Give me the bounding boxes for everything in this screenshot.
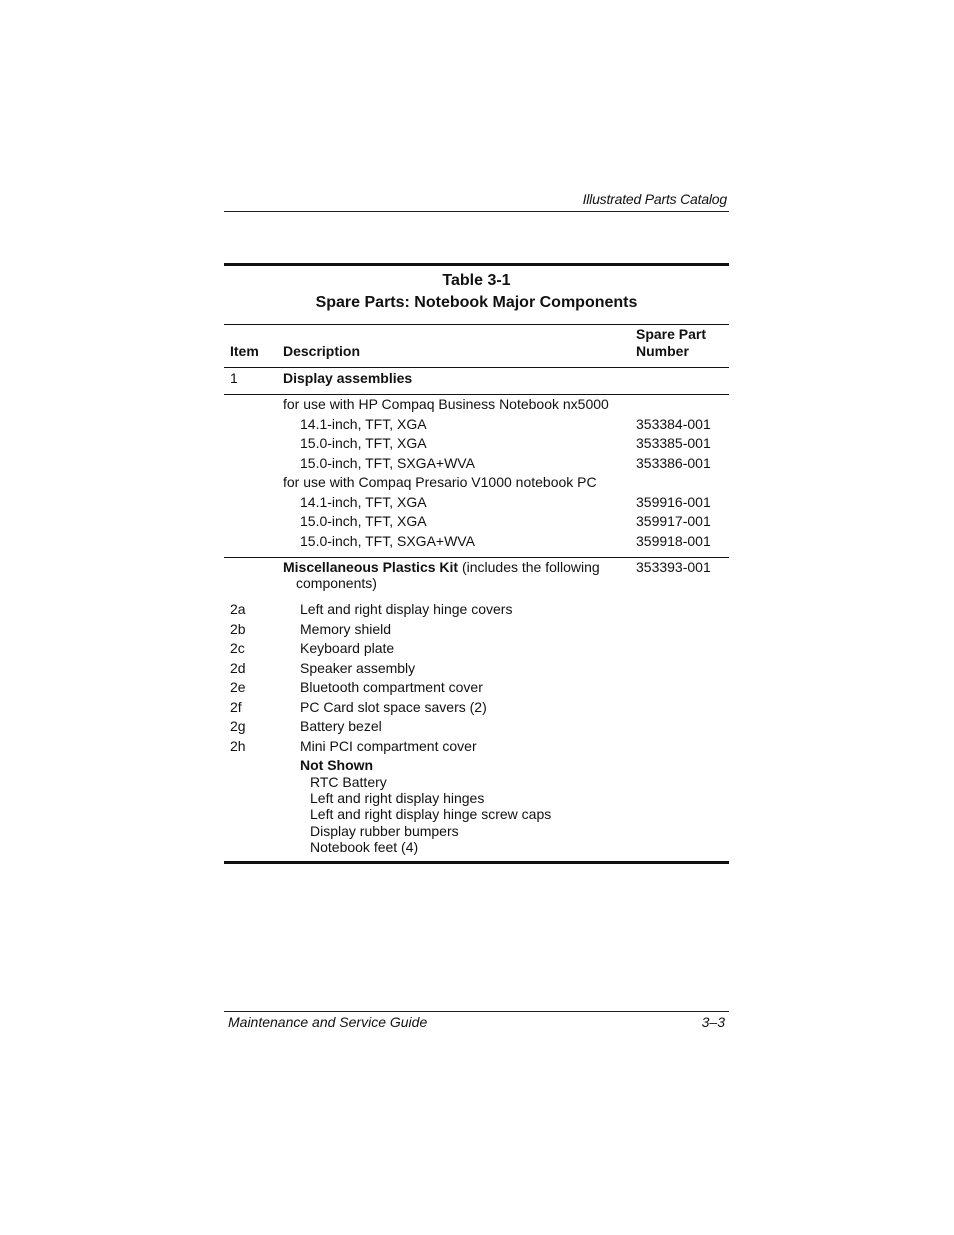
list-item: Speaker assembly xyxy=(300,660,416,676)
spare-part-number: 359918-001 xyxy=(636,533,711,549)
section1-item: 1 xyxy=(230,370,238,386)
list-item: Keyboard plate xyxy=(300,640,395,656)
spare-part-number: 353384-001 xyxy=(636,416,711,432)
table-number: Table 3-1 xyxy=(442,272,511,289)
kit-name: Miscellaneous Plastics Kit xyxy=(283,559,459,575)
item-number: 2h xyxy=(230,738,246,754)
kit-note: (includes the following xyxy=(458,559,600,575)
list-item: 14.1-inch, TFT, XGA xyxy=(300,416,427,432)
item-number: 2d xyxy=(230,660,246,676)
page-number: 3–3 xyxy=(701,1014,725,1030)
list-item: 15.0-inch, TFT, XGA xyxy=(300,513,427,529)
table-top-rule xyxy=(224,263,729,266)
header-row-rule xyxy=(224,367,729,368)
col-header-number: Number xyxy=(636,343,689,359)
list-item: Left and right display hinge covers xyxy=(300,601,513,617)
not-shown-item: RTC Battery xyxy=(310,774,387,790)
spare-part-number: 359916-001 xyxy=(636,494,711,510)
kit-description xyxy=(283,559,600,575)
footer-rule xyxy=(224,1011,729,1012)
col-header-item: Item xyxy=(230,343,259,359)
list-item: PC Card slot space savers (2) xyxy=(300,699,487,715)
not-shown-item: Display rubber bumpers xyxy=(310,823,459,839)
spare-part-number: 353386-001 xyxy=(636,455,711,471)
list-item: Battery bezel xyxy=(300,718,382,734)
group1-label: for use with HP Compaq Business Notebook nx5000 xyxy=(283,396,609,412)
list-item: Bluetooth compartment cover xyxy=(300,679,483,695)
running-header: Illustrated Parts Catalog xyxy=(582,191,727,207)
table-title: Spare Parts: Notebook Major Components xyxy=(315,294,638,311)
list-item: Mini PCI compartment cover xyxy=(300,738,477,754)
spare-part-number: 359917-001 xyxy=(636,513,711,529)
list-item: Memory shield xyxy=(300,621,392,637)
item-number: 2a xyxy=(230,601,246,617)
item-number: 2f xyxy=(230,699,242,715)
not-shown-item: Left and right display hinge screw caps xyxy=(310,806,552,822)
kit-note-continued: components) xyxy=(296,575,377,591)
list-item: 15.0-inch, TFT, XGA xyxy=(300,435,427,451)
list-item: 15.0-inch, TFT, SXGA+WVA xyxy=(300,533,475,549)
title-rule xyxy=(224,324,729,325)
group2-label: for use with Compaq Presario V1000 notebook PC xyxy=(283,474,597,490)
item-number: 2g xyxy=(230,718,246,734)
header-rule xyxy=(224,211,729,212)
section2-rule xyxy=(224,557,729,558)
not-shown-heading: Not Shown xyxy=(300,757,374,773)
item-number: 2b xyxy=(230,621,246,637)
footer-guide-title: Maintenance and Service Guide xyxy=(228,1014,428,1030)
kit-spare-part-number: 353393-001 xyxy=(636,559,711,575)
item-number: 2e xyxy=(230,679,246,695)
not-shown-item: Notebook feet (4) xyxy=(310,839,419,855)
list-item: 15.0-inch, TFT, SXGA+WVA xyxy=(300,455,475,471)
section1-rule xyxy=(224,394,729,395)
list-item: 14.1-inch, TFT, XGA xyxy=(300,494,427,510)
col-header-spare-part: Spare Part xyxy=(636,326,707,342)
not-shown-item: Left and right display hinges xyxy=(310,790,485,806)
spare-part-number: 353385-001 xyxy=(636,435,711,451)
table-bottom-rule xyxy=(224,861,729,864)
section1-heading: Display assemblies xyxy=(283,370,413,386)
col-header-description: Description xyxy=(283,343,361,359)
item-number: 2c xyxy=(230,640,245,656)
